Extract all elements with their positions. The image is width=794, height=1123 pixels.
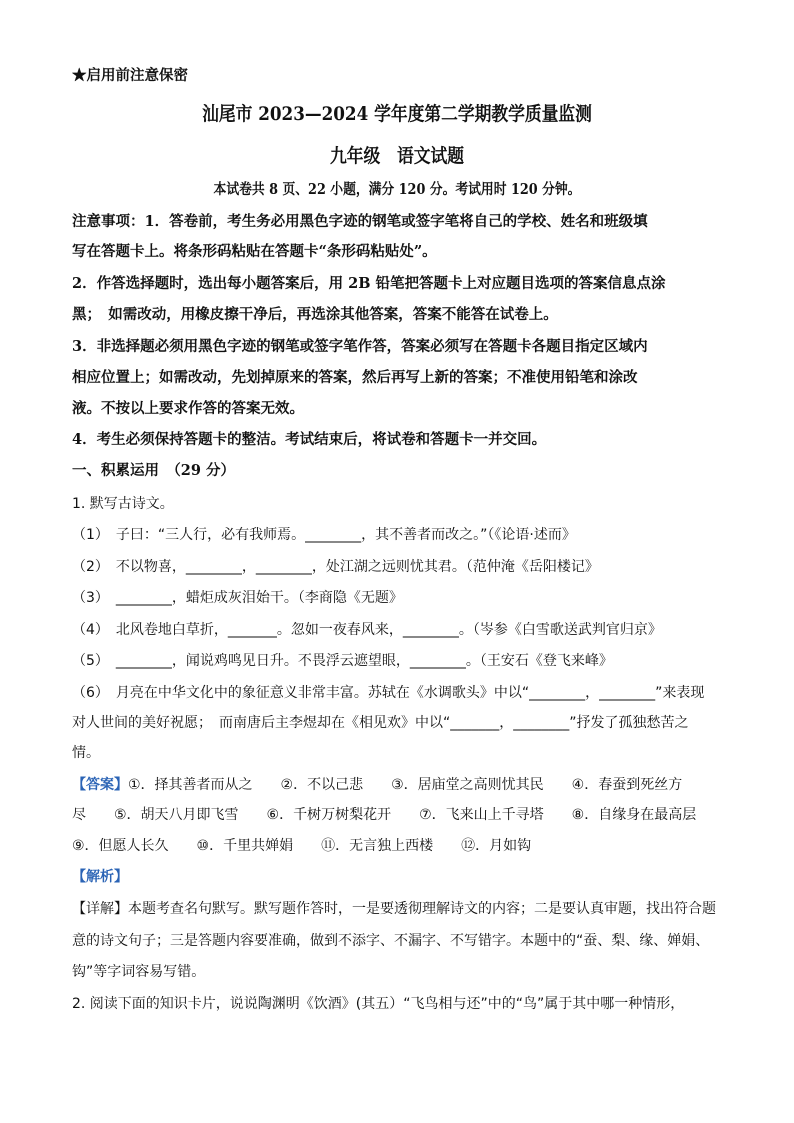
note-4: 4．考生必须保持答题卡的整洁。考试结束后，将试卷和答题卡一并交回。 xyxy=(72,431,547,448)
confidential-mark: ★启用前注意保密 xyxy=(72,67,188,84)
note-3c: 液。不按以上要求作答的答案无效。 xyxy=(72,400,304,417)
exam-subtitle: 九年级 语文试题 xyxy=(329,145,465,167)
answer-line-3: ⑨．但愿人长久 ⑩．千里共婵娟 ⑪．无言独上西楼 ⑫．月如钩 xyxy=(72,838,532,854)
question-2: 2. 阅读下面的知识卡片，说说陶渊明《饮酒》(其五）“飞鸟相与还”中的“鸟”属于其中哪一种情形， xyxy=(72,996,685,1012)
section-heading: 一、积累运用 （29 分） xyxy=(72,462,235,479)
q1-item-4: （4） 北风卷地白草折，_______。忽如一夜春风来，________。（岑参《白雪歌送武判官归京》 xyxy=(72,622,662,638)
answer-line-1: 【答案】①．择其善者而从之 ②．不以己悲 ③．居庙堂之高则忧其民 ④．春蚕到死丝方 xyxy=(72,777,683,793)
analysis-line-2: 意的诗文句子；三是答题内容要准确，做到不添字、不漏字、不写错字。本题中的“蚕、梨、缘、婵娟、 xyxy=(72,933,710,949)
q1-item-3: （3） ________，蜡炬成灰泪始干。（李商隐《无题》 xyxy=(72,590,403,606)
analysis-label: 【解析】 xyxy=(72,869,128,885)
q1-item-1: （1） 子曰：“三人行，必有我师焉。________，其不善者而改之。”（《论语·述而》 xyxy=(72,527,576,543)
analysis-line-3: 钩”等字词容易写错。 xyxy=(72,964,206,980)
note-3a: 3．非选择题必须用黑色字迹的钢笔或签字笔作答，答案必须写在答题卡各题目指定区域内 xyxy=(72,338,648,355)
note-2b: 黑； 如需改动，用橡皮擦干净后，再选涂其他答案，答案不能答在试卷上。 xyxy=(72,306,558,323)
question-1: 1. 默写古诗文。 xyxy=(72,496,174,512)
q1-item-2: （2） 不以物喜，________，________，处江湖之远则忧其君。（范仲淹《岳阳楼记》 xyxy=(72,559,599,575)
analysis-line-1: 【详解】本题考查名句默写。默写题作答时，一是要透彻理解诗文的内容；二是要认真审题，找出符合题 xyxy=(72,901,716,917)
answer-line-2: 尽 ⑤．胡天八月即飞雪 ⑥．千树万树梨花开 ⑦．飞来山上千寻塔 ⑧．自缘身在最高层 xyxy=(72,807,697,823)
q1-item-6a: （6） 月亮在中华文化中的象征意义非常丰富。苏轼在《水调歌头》中以“________，________”来表现 xyxy=(72,685,705,701)
exam-title: 汕尾市 2023—2024 学年度第二学期教学质量监测 xyxy=(202,103,592,125)
note-2a: 2．作答选择题时，选出每小题答案后，用 2B 铅笔把答题卡上对应题目选项的答案信息点涂 xyxy=(72,275,666,292)
exam-info: 本试卷共 8 页、22 小题，满分 120 分。考试用时 120 分钟。 xyxy=(213,181,581,198)
q1-item-5: （5） ________，闻说鸡鸣见日升。不畏浮云遮望眼，________。（王安石《登飞来峰》 xyxy=(72,653,613,669)
note-1b: 写在答题卡上。将条形码粘贴在答题卡“条形码粘贴处”。 xyxy=(72,243,437,260)
note-1a: 注意事项：1．答卷前，考生务必用黑色字迹的钢笔或签字笔将自己的学校、姓名和班级填 xyxy=(72,213,648,230)
q1-item-6b: 对人世间的美好祝愿； 而南唐后主李煜却在《相见欢》中以“_______，________”抒发了孤独愁苦之 xyxy=(72,715,689,731)
note-3b: 相应位置上；如需改动，先划掉原来的答案，然后再写上新的答案；不准使用铅笔和涂改 xyxy=(72,369,638,386)
answer-label: 【答案】 xyxy=(72,777,128,793)
q1-item-6c: 情。 xyxy=(72,745,100,761)
